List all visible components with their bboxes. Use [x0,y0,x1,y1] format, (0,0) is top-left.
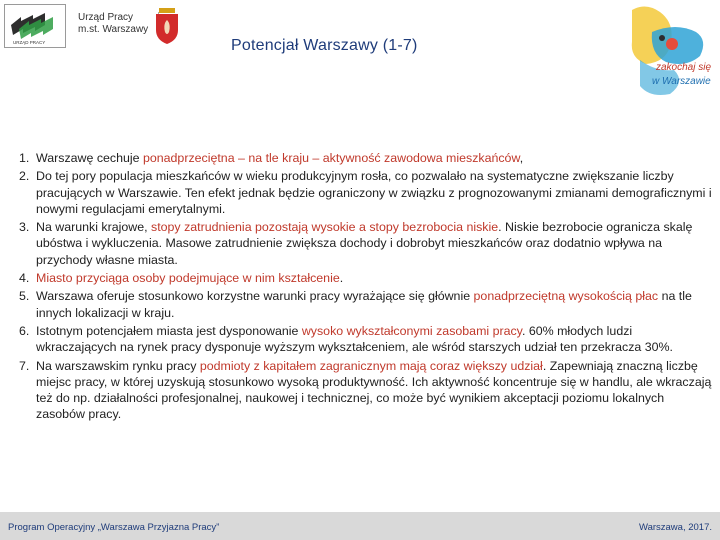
list-item-number: 5. [19,289,30,304]
list-item-number: 7. [19,358,30,373]
list-item-text: . Zapewniają znaczną liczbę miejsc pracy, w której uzyskują stosunkowo wysoką produktywność. Ich aktywność koncentruje się w handlu, ale wkraczają też do np. działalności profesjonalnej, naukowej i technicznej, co może być wynikiem akceptacji poziomu lokalnych zasobów pracy. [36,358,712,422]
arrows-icon [5,5,65,47]
highlighted-text: ponadprzeciętna – na tle kraju – aktywność zawodowa mieszkańców [142,151,520,165]
list-item-number: 2. [19,169,30,184]
zakochaj-sie-logo [626,2,720,110]
warsaw-crest-icon [154,8,180,44]
highlighted-text: Miasto przyciąga osoby podejmujące w nim kształcenie [36,270,340,285]
page-title: Potencjał Warszawy (1-7) [231,37,418,54]
list-item-text: Warszawa oferuje stosunkowo korzystne warunki pracy wyrażające się głównie [36,289,474,304]
potential-list [19,150,715,425]
list-item-number: 4. [19,270,30,285]
highlighted-text: wysoko wykształconymi zasobami pracy [301,323,522,338]
list-item-text: , [519,151,524,165]
list-item-text: . Niskie bezrobocie ogranicza skalę ubóstwa i wykluczenia. Masowe zatrudnienie zwiększa dochody i dobrobyt mieszkańców oraz dodatnio wpływa na przychody własne miasta. [36,220,693,267]
list-item [19,219,715,268]
list-item-text: Na warunki krajowe, [36,220,152,235]
logo-line1: Urząd Pracy [78,12,134,23]
highlighted-text: stopy zatrudnienia pozostają wysokie a stopy bezrobocia niskie [151,220,499,235]
list-item-text: Warszawę cechuje [36,151,143,165]
logo-line2: m.st. Warszawy [78,24,149,35]
list-item-text: . [339,270,344,285]
list-item-number: 1. [19,151,30,165]
list-item-number: 3. [19,220,30,235]
footer-program-name: Program Operacyjny „Warszawa Przyjazna Pracy” [8,522,220,533]
highlighted-text: podmioty z kapitałem zagranicznym mają coraz większy udział [199,358,543,373]
logo-box-text: URZĄD PRACY [13,40,46,45]
footer-date: Warszawa, 2017. [638,522,712,533]
list-item-text: Istotnym potencjałem miasta jest dysponowanie [36,323,302,338]
list-item [19,323,715,355]
list-item-text: . 60% młodych ludzi wkraczających na rynek pracy dysponuje wyższym wykształceniem, ale wśród starszych udział ten przekracza 30%. [36,323,673,355]
list-item [19,168,715,217]
list-item-text: Do tej pory populacja mieszkańców w wieku produkcyjnym rosła, co pozwalało na systematyczne zwiększanie liczby pracujących w Warszawie. Ten efekt jednak będzie ograniczony w związku z prognozowanymi zmianami demograficznymi i nowymi regulacjami emerytalnymi. [36,169,712,216]
list-item [19,288,715,320]
list-item [19,150,715,166]
logo-box [4,4,66,48]
list-item-number: 6. [19,323,30,338]
list-item [19,358,715,423]
highlighted-text: ponadprzeciętną wysokością płac [473,289,659,304]
right-logo-text2: w Warszawie [652,76,711,87]
list-item [19,270,715,286]
list-item-text: Na warszawskim rynku pracy [36,358,200,373]
right-logo-text1: zakochaj się [656,62,712,73]
logo-text [78,12,159,36]
urzad-pracy-logo [4,4,184,50]
list-item-text: na tle innych lokalizacji w kraju. [36,289,692,320]
footer-bar [0,512,720,540]
